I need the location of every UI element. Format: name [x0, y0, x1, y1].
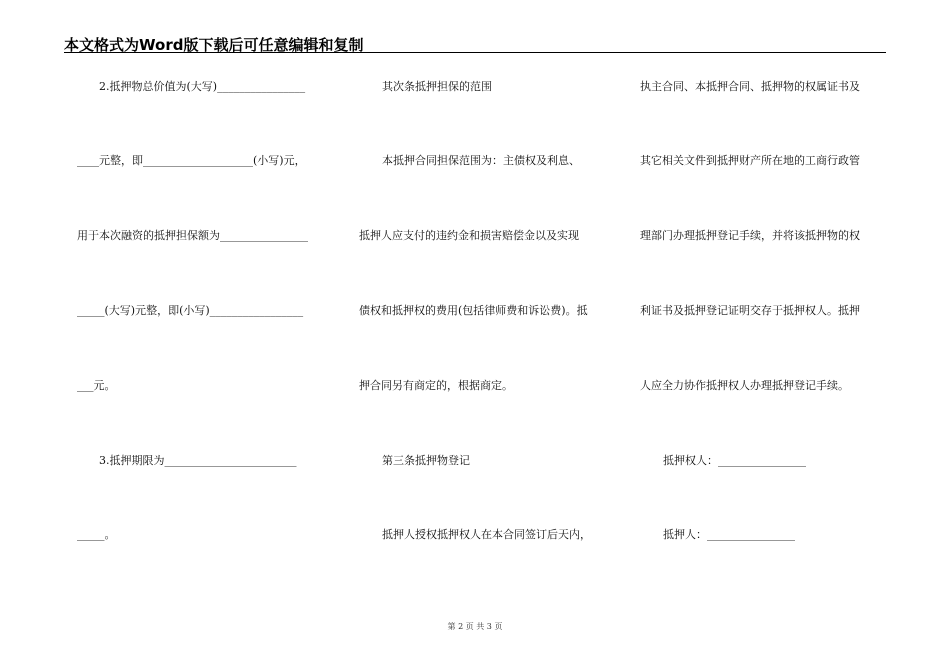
right-line-6: 抵押权人：________________ [663, 454, 806, 467]
middle-line-3: 抵押人应支付的违约金和损害赔偿金以及实现 [359, 229, 579, 242]
right-line-7: 抵押人：________________ [663, 528, 795, 541]
right-line-4: 利证书及抵押登记证明交存于抵押权人。抵押 [640, 304, 860, 317]
right-line-5: 人应全力协作抵押权人办理抵押登记手续。 [640, 379, 849, 392]
right-line-3: 理部门办理抵押登记手续，并将该抵押物的权 [640, 229, 860, 242]
left-line-1: 2.抵押物总价值为(大写)________________ [99, 80, 306, 93]
left-line-5: ___元。 [77, 379, 116, 392]
middle-line-5: 押合同另有商定的，根据商定。 [359, 379, 513, 392]
right-line-1: 执主合同、本抵押合同、抵押物的权属证书及 [640, 80, 860, 93]
header-divider [64, 52, 886, 53]
middle-line-7: 抵押人授权抵押权人在本合同签订后天内， [382, 528, 591, 541]
left-line-7: _____。 [77, 528, 116, 541]
left-line-3: 用于本次融资的抵押担保额为________________ [77, 229, 308, 242]
middle-line-1: 其次条抵押担保的范围 [382, 80, 492, 93]
right-line-2: 其它相关文件到抵押财产所在地的工商行政管 [640, 154, 860, 167]
left-line-4: _____(大写)元整，即(小写)_________________ [77, 304, 304, 317]
middle-line-6: 第三条抵押物登记 [382, 454, 470, 467]
left-line-6: 3.抵押期限为________________________ [99, 454, 297, 467]
middle-line-4: 债权和抵押权的费用(包括律师费和诉讼费)。抵 [359, 304, 588, 317]
left-line-2: ____元整，即____________________(小写)元， [77, 154, 306, 167]
page-number-footer: 第 2 页 共 3 页 [447, 622, 503, 631]
document-header-title: 本文格式为Word版下载后可任意编辑和复制 [64, 36, 364, 54]
middle-line-2: 本抵押合同担保范围为：主债权及利息、 [382, 154, 580, 167]
